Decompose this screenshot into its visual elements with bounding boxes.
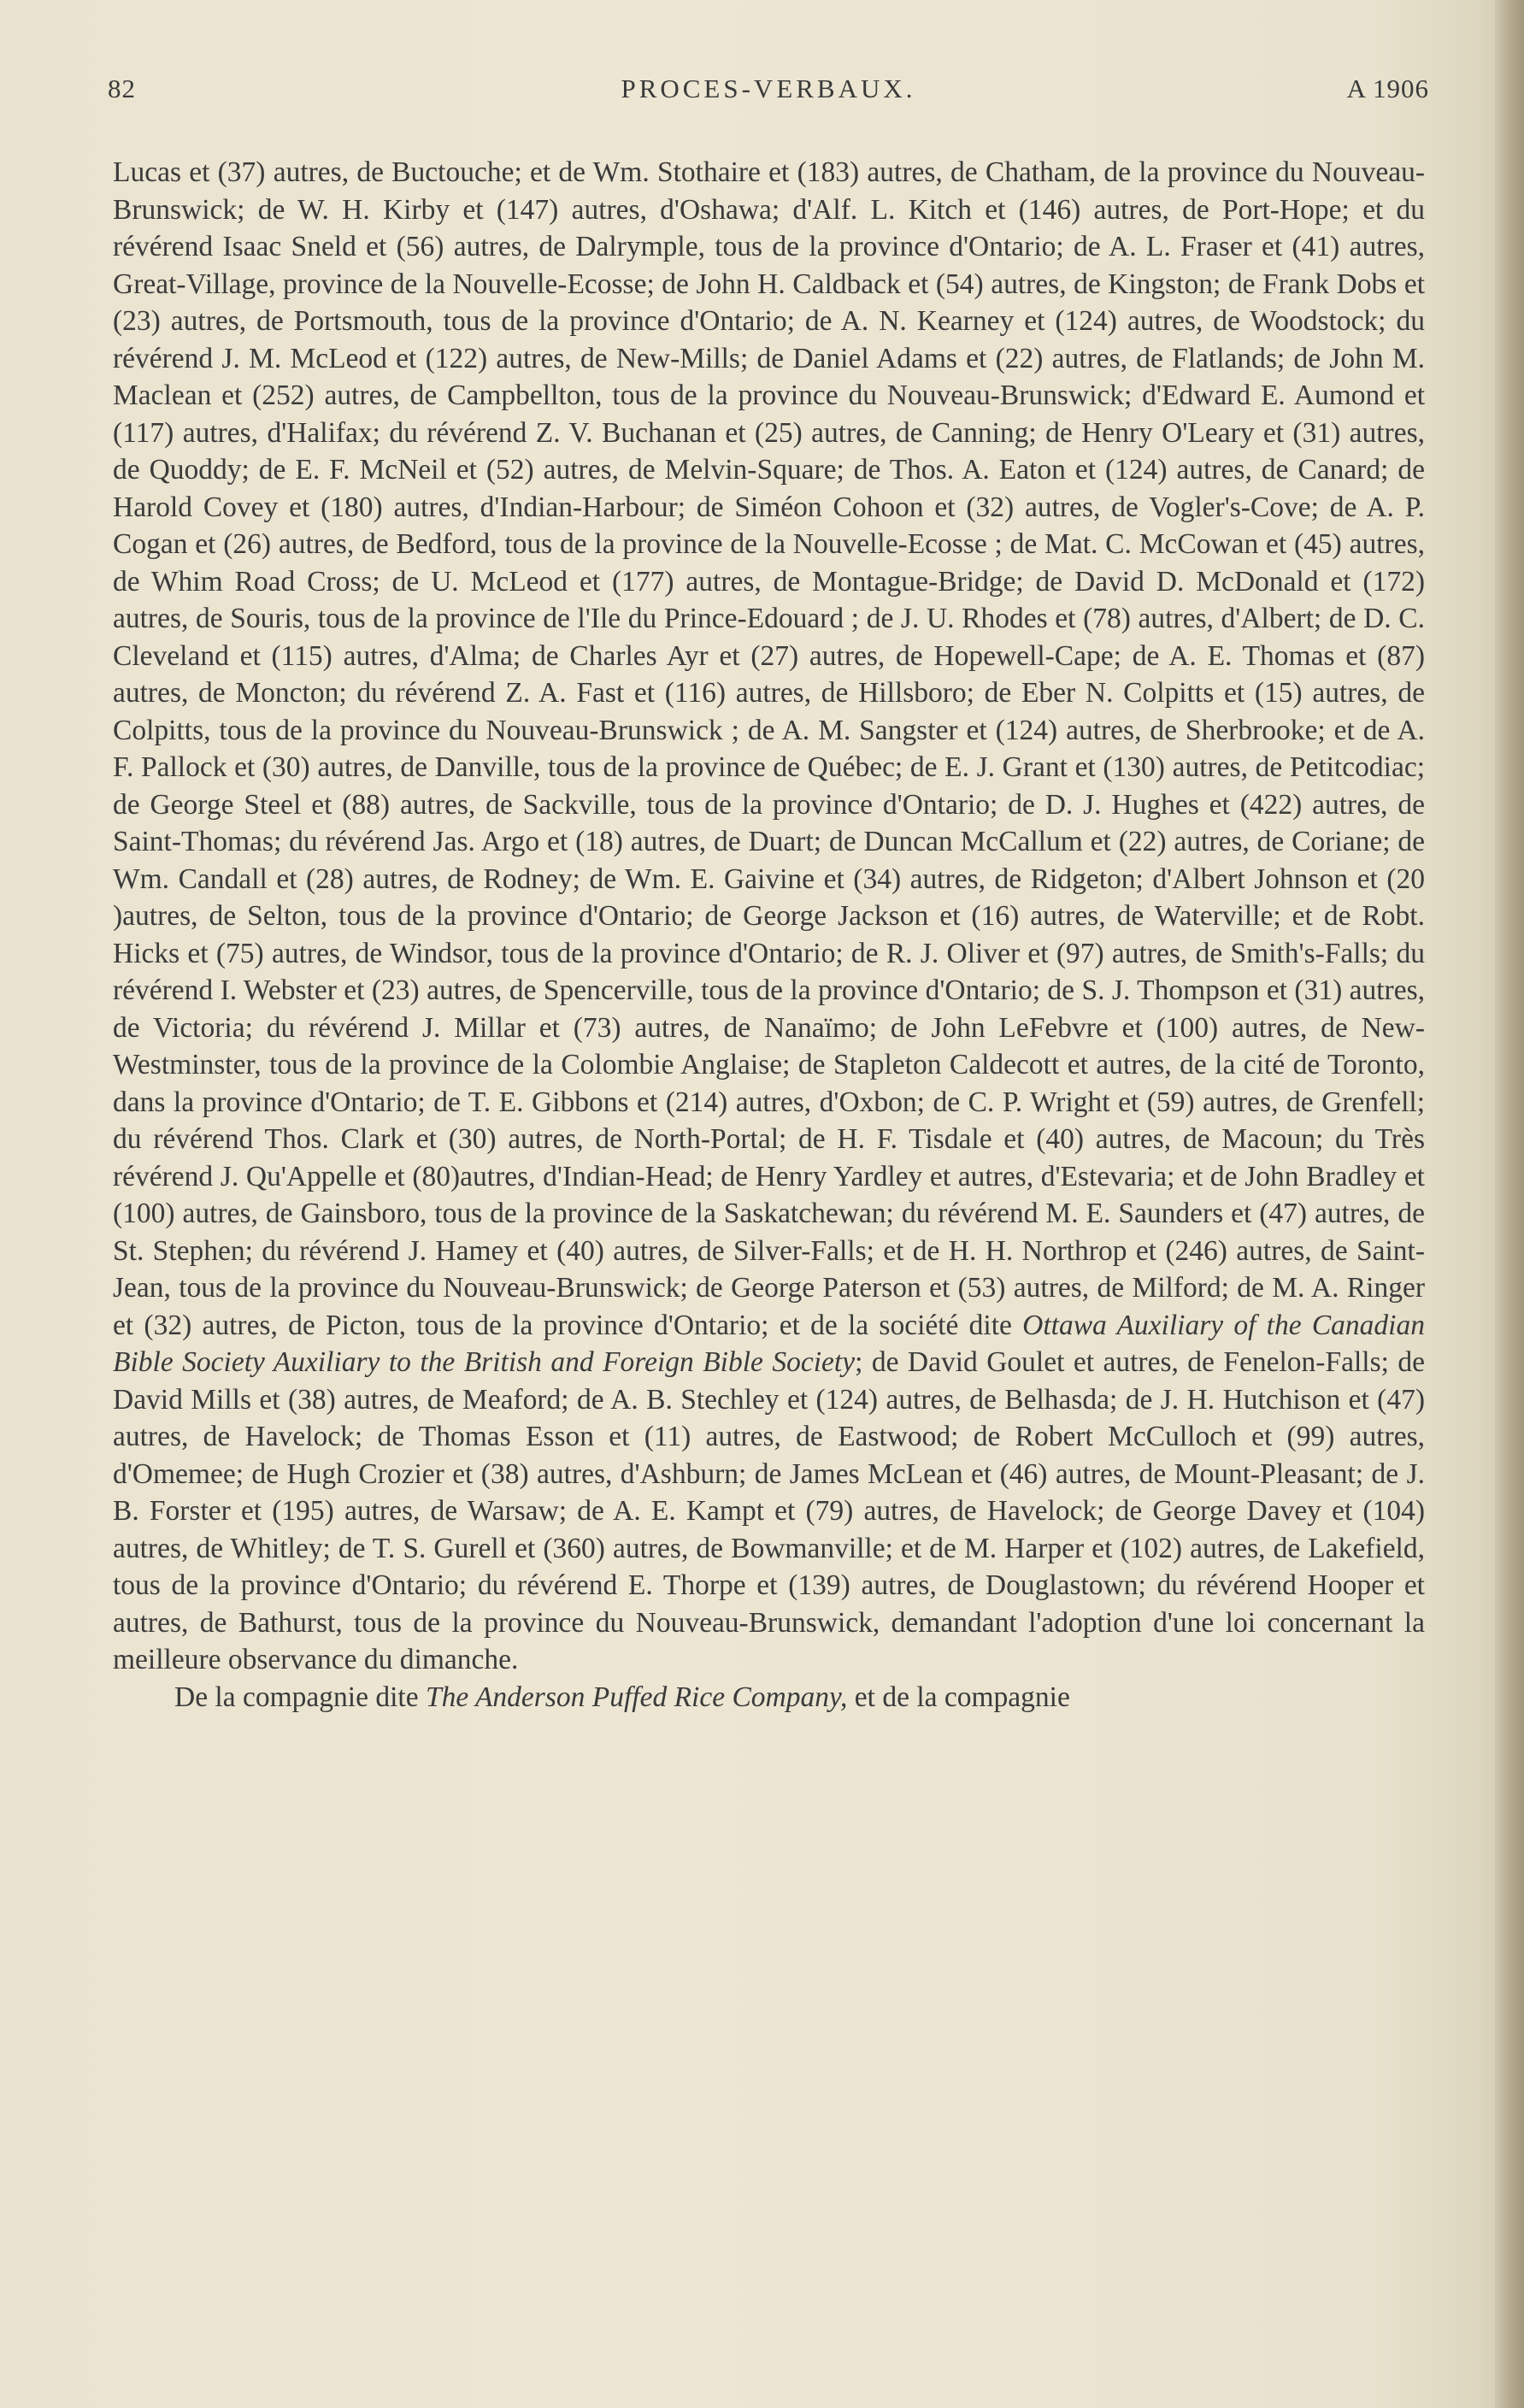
page-binding-edge [1495, 0, 1524, 2408]
paragraph-petitions [113, 154, 1425, 1679]
page-header [108, 74, 1429, 116]
society-name: Ottawa Auxiliary of the Canadian Bible Society Auxiliary to the British and Foreign Bible Society [113, 1309, 1425, 1378]
paragraph-text: De la compagnie dite [174, 1681, 426, 1713]
paragraph-company [113, 1679, 1425, 1716]
body-text [113, 154, 1425, 1716]
paragraph-text: et de la compagnie [847, 1681, 1070, 1713]
page-number: 82 [108, 74, 136, 103]
running-title: PROCES-VERBAUX. [621, 74, 916, 103]
session-label: A 1906 [1346, 74, 1429, 103]
paragraph-text: Lucas et (37) autres, de Buctouche; et de Wm. Stothaire et (183) autres, de Chatham, de la province du Nouveau-Brunswick; de W. H. Kirby et (147) autres, d'Oshawa; d'Alf. L. Kitch et (146) autres, de Port-Hope; et du révérend Isaac Sneld et (56) autres, de Dalrymple, tous de la province d'Ontario; de A. L. Fraser et (41) autres, Great-Village, province de la Nouvelle-Ecosse; de John H. Caldback et (54) autres, de Kingston; de Frank Dobs et (23) autres, de Portsmouth, tous de la province d'Ontario; de A. N. Kearney et (124) autres, de Woodstock; du révérend J. M. McLeod et (122) autres, de New-Mills; de Daniel Adams et (22) autres, de Flatlands; de John M. Maclean et (252) autres, de Campbellton, tous de la province du Nouveau-Brunswick; d'Edward E. Aumond et (117) autres, d'Halifax; du révérend Z. V. Buchanan et (25) autres, de Canning; de Henry O'Leary et (31) autres, de Quoddy; de E. F. McNeil et (52) autres, de Melvin-Square; de Thos. A. Eaton et (124) autres, de Canard; de Harold Covey et (180) autres, d'Indian-Harbour; de Siméon Cohoon et (32) autres, de Vogler's-Cove; de A. P. Cogan et (26) autres, de Bedford, tous de la province de la Nouvelle-Ecosse ; de Mat. C. McCowan et (45) autres, de Whim Road Cross; de U. McLeod et (177) autres, de Montague-Bridge; de David D. McDonald et (172) autres, de Souris, tous de la province de l'Ile du Prince-Edouard ; de J. U. Rhodes et (78) autres, d'Albert; de D. C. Cleveland et (115) autres, d'Alma; de Charles Ayr et (27) autres, de Hopewell-Cape; de A. E. Thomas et (87) autres, de Moncton; du révérend Z. A. Fast et (116) autres, de Hillsboro; de Eber N. Colpitts et (15) autres, de Colpitts, tous de la province du Nouveau-Brunswick ; de A. M. Sangster et (124) autres, de Sherbrooke; et de A. F. Pallock et (30) autres, de Danville, tous de la province de Québec; de E. J. Grant et (130) autres, de Petitcodiac; de George Steel et (88) autres, de Sackville, tous de la province d'Ontario; de D. J. Hughes et (422) autres, de Saint-Thomas; du révérend Jas. Argo et (18) autres, de Duart; de Duncan McCallum et (22) autres, de Coriane; de Wm. Candall et (28) autres, de Rodney; de Wm. E. Gaivine et (34) autres, de Ridgeton; d'Albert Johnson et (20 )autres, de Selton, tous de la province d'Ontario; de George Jackson et (16) autres, de Waterville; et de Robt. Hicks et (75) autres, de Windsor, tous de la province d'Ontario; de R. J. Oliver et (97) autres, de Smith's-Falls; du révérend I. Webster et (23) autres, de Spencerville, tous de la province d'Ontario; de S. J. Thompson et (31) autres, de Victoria; du révérend J. Millar et (73) autres, de Nanaïmo; de John LeFebvre et (100) autres, de New-Westminster, tous de la province de la Colombie Anglaise; de Stapleton Caldecott et autres, de la cité de Toronto, dans la province d'Ontario; de T. E. Gibbons et (214) autres, d'Oxbon; de C. P. Wright et (59) autres, de Grenfell; du révérend Thos. Clark et (30) autres, de North-Portal; de H. F. Tisdale et (40) autres, de Macoun; du Très révérend J. Qu'Appelle et (80)autres, d'Indian-Head; de Henry Yardley et autres, d'Estevaria; et de John Bradley et (100) autres, de Gainsboro, tous de la province de la Saskatchewan; du révérend M. E. Saunders et (47) autres, de St. Stephen; du révérend J. Hamey et (40) autres, de Silver-Falls; et de H. H. Northrop et (246) autres, de Saint-Jean, tous de la province du Nouveau-Brunswick; de George Paterson et (53) autres, de Milford; de M. A. Ringer et (32) autres, de Picton, tous de la province d'Ontario; et de la société dite [113, 156, 1425, 1341]
paragraph-text: ; de David Goulet et autres, de Fenelon-Falls; de David Mills et (38) autres, de Meaford; de A. B. Stechley et (124) autres, de Belhasda; de J. H. Hutchison et (47) autres, de Havelock; de Thomas Esson et (11) autres, de Eastwood; de Robert McCulloch et (99) autres, d'Omemee; de Hugh Crozier et (38) autres, d'Ashburn; de James McLean et (46) autres, de Mount-Pleasant; de J. B. Forster et (195) autres, de Warsaw; de A. E. Kampt et (79) autres, de Havelock; de George Davey et (104) autres, de Whitley; de T. S. Gurell et (360) autres, de Bowmanville; et de M. Harper et (102) autres, de Lakefield, tous de la province d'Ontario; du révérend E. Thorpe et (139) autres, de Douglastown; du révérend Hooper et autres, de Bathurst, tous de la province du Nouveau-Brunswick, demandant l'adoption d'une loi concernant la meilleure observance du dimanche. [113, 1346, 1425, 1675]
company-name: The Anderson Puffed Rice Company, [425, 1681, 848, 1713]
